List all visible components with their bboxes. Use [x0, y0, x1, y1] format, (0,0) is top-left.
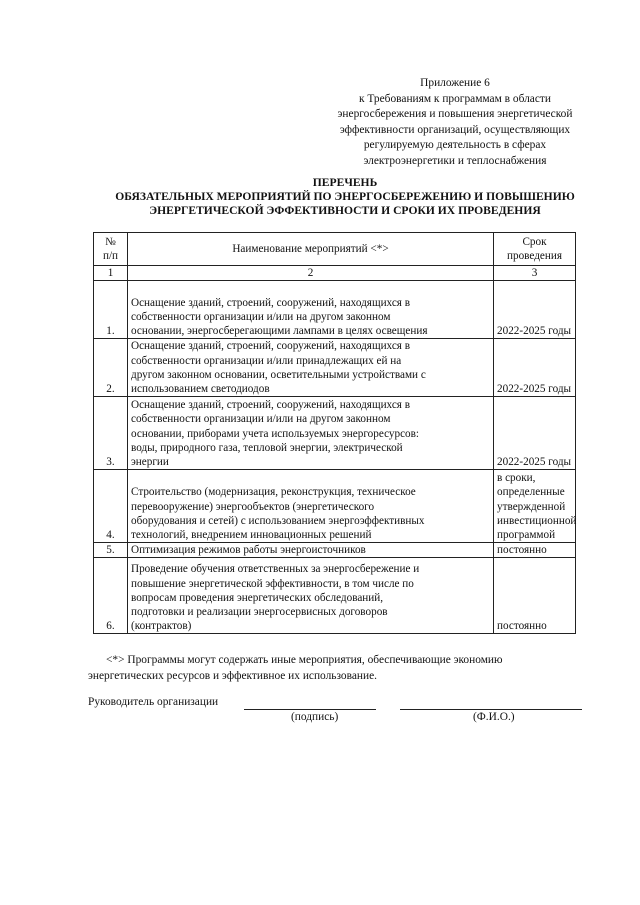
footnote-line-2: энергетических ресурсов и эффективное их использование.: [88, 669, 377, 682]
row-number: 3.: [94, 397, 128, 470]
appendix-line: к Требованиям к программам в области: [359, 92, 551, 105]
appendix-header: [300, 76, 610, 170]
header-number: № п/п: [94, 233, 128, 266]
row-number: 6.: [94, 558, 128, 634]
table-row: [94, 558, 576, 634]
title-line-1: ПЕРЕЧЕНЬ: [312, 176, 378, 189]
row-name: Строительство (модернизация, реконструкция, техническое перевооружение) энергообъектов (энергетического оборудования и сетей) с использованием энергоэффективных технологий, внедрением инновационных решений: [128, 470, 494, 543]
document-title: [70, 176, 620, 218]
footnote: [88, 653, 578, 684]
row-number: 5.: [94, 543, 128, 558]
footnote-line-1: <*> Программы могут содержать иные мероприятия, обеспечивающие экономию: [106, 654, 503, 666]
row-term: 2022-2025 годы: [494, 397, 576, 470]
colnum-cell: 3: [494, 266, 576, 281]
row-term: в сроки, определенные утвержденной инвестиционной программой: [494, 470, 576, 543]
row-name: Проведение обучения ответственных за энергосбережение и повышение энергетической эффективности, в том числе по вопросам проведения энергетических обследований, подготовки и реализации энергосервисных договоров (контрактов): [128, 558, 494, 634]
signature-caption: (подпись): [291, 711, 339, 723]
table-row: [94, 470, 576, 543]
signature-line: [244, 709, 376, 710]
table-colnum-row: [94, 266, 576, 281]
row-number: 4.: [94, 470, 128, 543]
row-number: 1.: [94, 281, 128, 339]
table-row: [94, 339, 576, 397]
appendix-line: электроэнергетики и теплоснабжения: [363, 154, 547, 167]
row-name: Оснащение зданий, строений, сооружений, находящихся в собственности организации и/или на другом законном основании, энергосберегающими лампами в целях освещения: [128, 281, 494, 339]
appendix-line: энергосбережения и повышения энергетической: [337, 108, 573, 121]
row-name: Оптимизация режимов работы энергоисточников: [128, 543, 494, 558]
name-line: [400, 709, 582, 710]
table-header-row: [94, 233, 576, 266]
signature-label: Руководитель организации: [88, 696, 219, 708]
table-row: [94, 543, 576, 558]
row-number: 2.: [94, 339, 128, 397]
title-line-2: ОБЯЗАТЕЛЬНЫХ МЕРОПРИЯТИЙ ПО ЭНЕРГОСБЕРЕЖЕНИЮ И ПОВЫШЕНИЮ: [115, 190, 575, 203]
table-row: [94, 281, 576, 339]
row-term: постоянно: [494, 543, 576, 558]
row-term: 2022-2025 годы: [494, 339, 576, 397]
header-name: Наименование мероприятий <*>: [128, 233, 494, 266]
row-name: Оснащение зданий, строений, сооружений, находящихся в собственности организации и/или на другом законном основании, приборами учета используемых энергоресурсов: воды, природного газа, тепловой энергии, электрической энергии: [128, 397, 494, 470]
signature-block: [88, 696, 608, 736]
table-row: [94, 397, 576, 470]
events-table: [93, 232, 576, 634]
colnum-cell: 1: [94, 266, 128, 281]
name-caption: (Ф.И.О.): [473, 711, 515, 723]
row-term: 2022-2025 годы: [494, 281, 576, 339]
title-line-3: ЭНЕРГЕТИЧЕСКОЙ ЭФФЕКТИВНОСТИ И СРОКИ ИХ ПРОВЕДЕНИЯ: [149, 204, 541, 217]
appendix-line: эффективности организаций, осуществляющих: [339, 123, 571, 136]
appendix-line: регулируемую деятельность в сферах: [363, 139, 547, 152]
appendix-line: Приложение 6: [420, 77, 490, 89]
row-term: постоянно: [494, 558, 576, 634]
colnum-cell: 2: [128, 266, 494, 281]
row-name: Оснащение зданий, строений, сооружений, находящихся в собственности организации и/или принадлежащих ей на другом законном основании, осветительными устройствами с использованием светодиодов: [128, 339, 494, 397]
header-term: Срок проведения: [494, 233, 576, 266]
